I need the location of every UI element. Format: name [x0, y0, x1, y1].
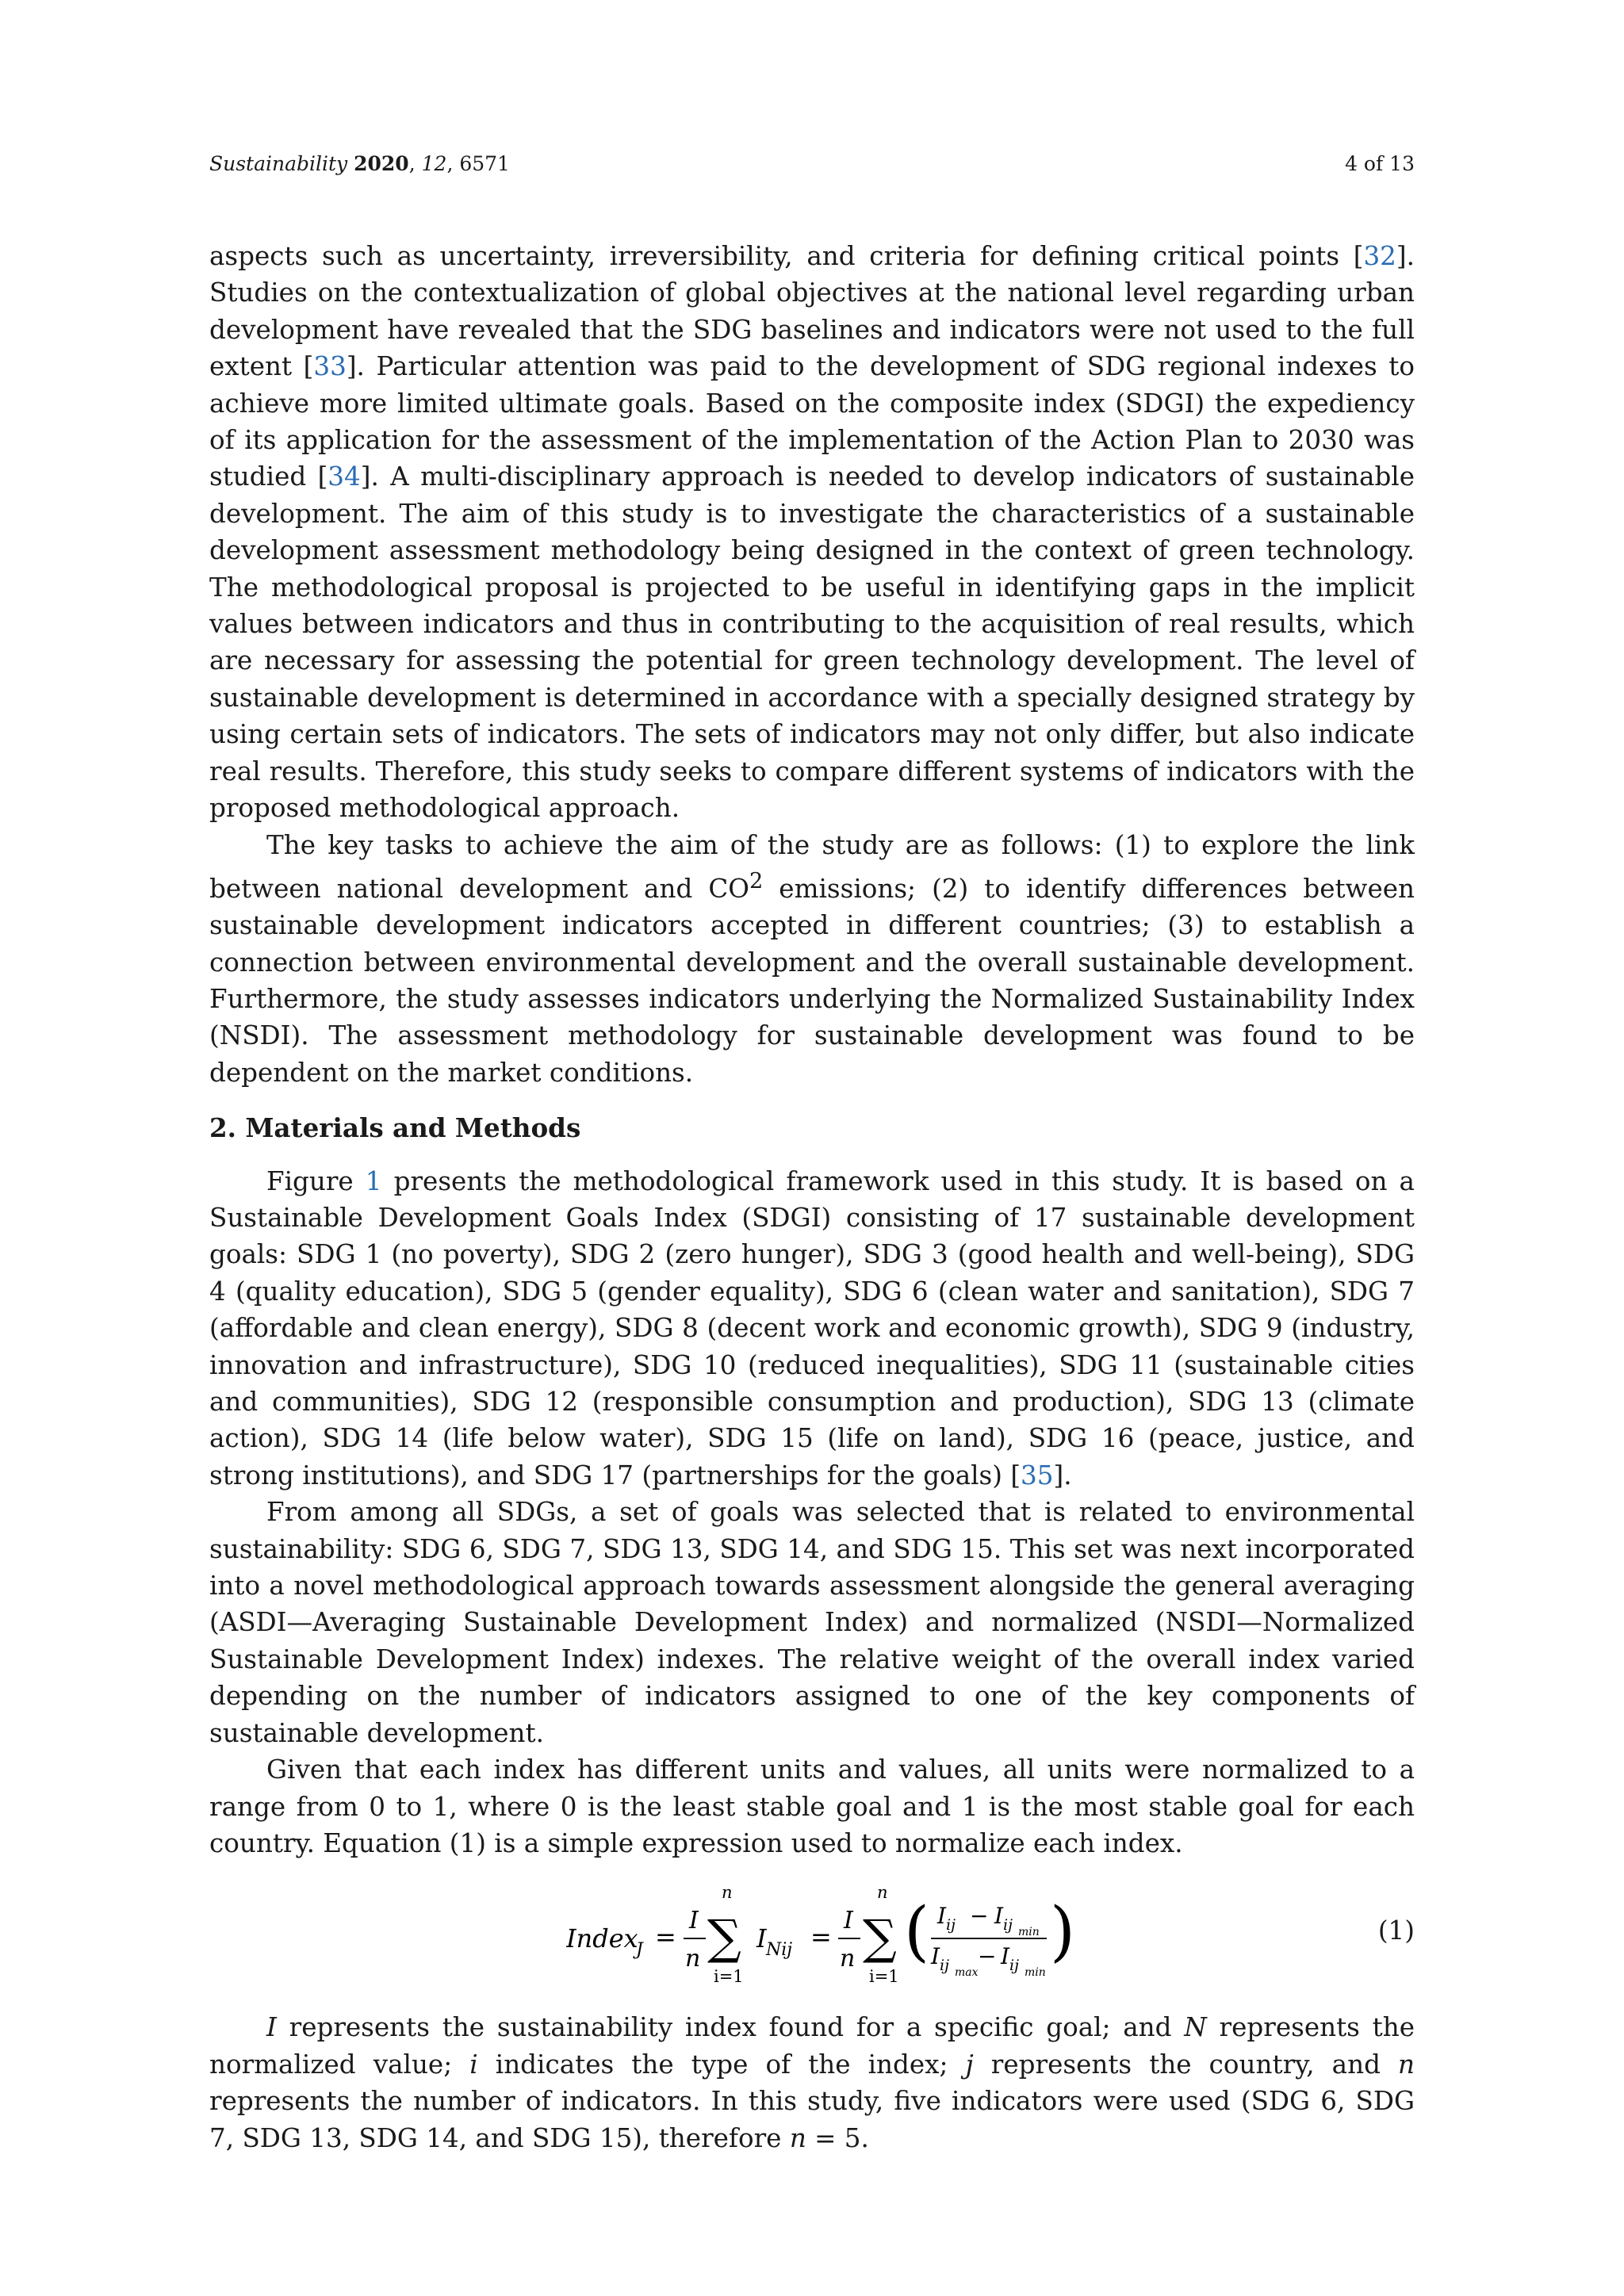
svg-text:ij: ij [1003, 1916, 1013, 1934]
svg-text:ij: ij [1009, 1957, 1019, 1975]
svg-text:): ) [1050, 1894, 1075, 1970]
equation-1 [209, 1874, 1415, 1993]
citation-link-35[interactable]: 35 [1021, 1460, 1054, 1490]
figure-link-1[interactable]: 1 [365, 1165, 382, 1196]
journal-name: Sustainability [209, 152, 348, 175]
svg-text:max: max [955, 1966, 979, 1980]
svg-text:I: I [931, 1943, 940, 1970]
section-heading: 2. Materials and Methods [209, 1112, 581, 1144]
svg-text:J: J [636, 1940, 643, 1961]
svg-text:−: − [970, 1903, 989, 1930]
article-body [209, 238, 1415, 2156]
citation-link-33[interactable]: 33 [313, 351, 347, 382]
svg-text:∑: ∑ [707, 1910, 741, 1966]
svg-text:min: min [1025, 1966, 1046, 1980]
page-header [209, 152, 1415, 175]
svg-text:Nij: Nij [766, 1940, 793, 1961]
svg-text:−: − [978, 1943, 997, 1970]
svg-text:(: ( [904, 1894, 929, 1970]
year: 2020 [354, 152, 409, 175]
svg-text:∑: ∑ [863, 1910, 897, 1966]
superscript: 2 [749, 868, 764, 894]
svg-text:Index: Index [566, 1923, 638, 1954]
equation-number: (1) [1377, 1915, 1415, 1946]
paragraph-1: aspects such as uncertainty, irreversibility, and criteria for defining critical points [32]. Studies on the contextualization of global objectives at the national level regarding urban development have revealed that the SDG baselines and indicators were not used to the full extent [33]. Particular attention was paid to the development of SDG regional indexes to achieve more limited ultimate goals. Based on the composite index (SDGI) the expediency of its application for the assessment of the implementation of the Action Plan to 2030 was studied [34]. A multi-disciplinary approach is needed to develop indicators of sustainable development. The aim of this study is to investigate the characteristics of a sustainable development assessment methodology being designed in the context of green technology. The methodological proposal is projected to be useful in identifying gaps in the implicit values between indicators and thus in contributing to the acquisition of real results, which are necessary for assessing the potential for green technology development. The level of sustainable development is determined in accordance with a specially designed strategy by using certain sets of indicators. The sets of indicators may not only differ, but also indicate real results. Therefore, this study seeks to compare different systems of indicators with the proposed methodological approach. [209, 241, 1415, 824]
svg-text:I: I [937, 1903, 947, 1930]
paragraph-6: I represents the sustainability index found for a specific goal; and N represents the normalized value; i indicates the type of the index; j represents the country, and n represents the number of indicators. In this study, five indicators were used (SDG 6, SDG 7, SDG 13, SDG 14, and SDG 15), therefore n = 5. [209, 2012, 1415, 2153]
svg-text:ij: ij [940, 1957, 949, 1975]
svg-text:ij: ij [946, 1916, 956, 1934]
svg-text:I: I [844, 1907, 853, 1935]
paragraph-4: From among all SDGs, a set of goals was selected that is related to environmental sustainability: SDG 6, SDG 7, SDG 13, SDG 14, and SDG 15. This set was next incorporated into a novel methodological approach towards assessment alongside the general averaging (ASDI—Averaging Sustainable Development Index) and normalized (NSDI—Normalized Sustainable Development Index) indexes. The relative weight of the overall index varied depending on the number of indicators assigned to one of the key components of sustainable development. [209, 1497, 1415, 1748]
svg-text:I: I [994, 1903, 1004, 1930]
paragraph-3: Figure 1 presents the methodological framework used in this study. It is based on a Sustainable Development Goals Index (SDGI) consisting of 17 sustainable development goals: SDG 1 (no poverty), SDG 2 (zero hunger), SDG 3 (good health and well-being), SDG 4 (quality education), SDG 5 (gender equality), SDG 6 (clean water and sanitation), SDG 7 (affordable and clean energy), SDG 8 (decent work and economic growth), SDG 9 (industry, innovation and infrastructure), SDG 10 (reduced inequalities), SDG 11 (sustainable cities and communities), SDG 12 (responsible consumption and production), SDG 13 (climate action), SDG 14 (life below water), SDG 15 (life on land), SDG 16 (peace, justice, and strong institutions), and SDG 17 (partnerships for the goals) [35]. [209, 1165, 1415, 1490]
volume: 12 [421, 152, 447, 175]
paragraph-5: Given that each index has different units and values, all units were normalized to a range from 0 to 1, where 0 is the least stable goal and 1 is the most stable goal for each country. Equation (1) is a simple expression used to normalize each index. [209, 1755, 1415, 1858]
paragraph-2: The key tasks to achieve the aim of the study are as follows: (1) to explore the link between national development and $CO^2$ emissions; (2) to identify differences between sustainable development indicators accepted in different countries; (3) to establish a connection between environmental development and the overall sustainable development. Furthermore, the study assesses indicators underlying the Normalized Sustainability Index (NSDI). The assessment methodology for sustainable development was found to be dependent on the market conditions. [209, 829, 1415, 1088]
citation-link-32[interactable]: 32 [1363, 241, 1396, 271]
svg-text:n: n [840, 1945, 856, 1973]
svg-text:i=1: i=1 [714, 1967, 744, 1987]
citation: Sustainability 2020, 12, 6571 [209, 152, 510, 175]
equation-graphic [566, 1874, 1296, 1993]
svg-text:I: I [689, 1907, 699, 1935]
svg-text:min: min [1018, 1926, 1040, 1939]
article-number: 6571 [459, 152, 510, 175]
svg-text:I: I [1001, 1943, 1010, 1970]
svg-text:=: = [655, 1922, 676, 1953]
svg-text:=: = [810, 1922, 832, 1953]
svg-text:I: I [756, 1923, 767, 1954]
svg-text:n: n [722, 1883, 733, 1903]
svg-text:n: n [685, 1945, 701, 1973]
svg-text:n: n [877, 1883, 888, 1903]
citation-link-34[interactable]: 34 [327, 461, 361, 492]
svg-text:i=1: i=1 [869, 1967, 899, 1987]
page-number: 4 of 13 [1345, 152, 1415, 175]
